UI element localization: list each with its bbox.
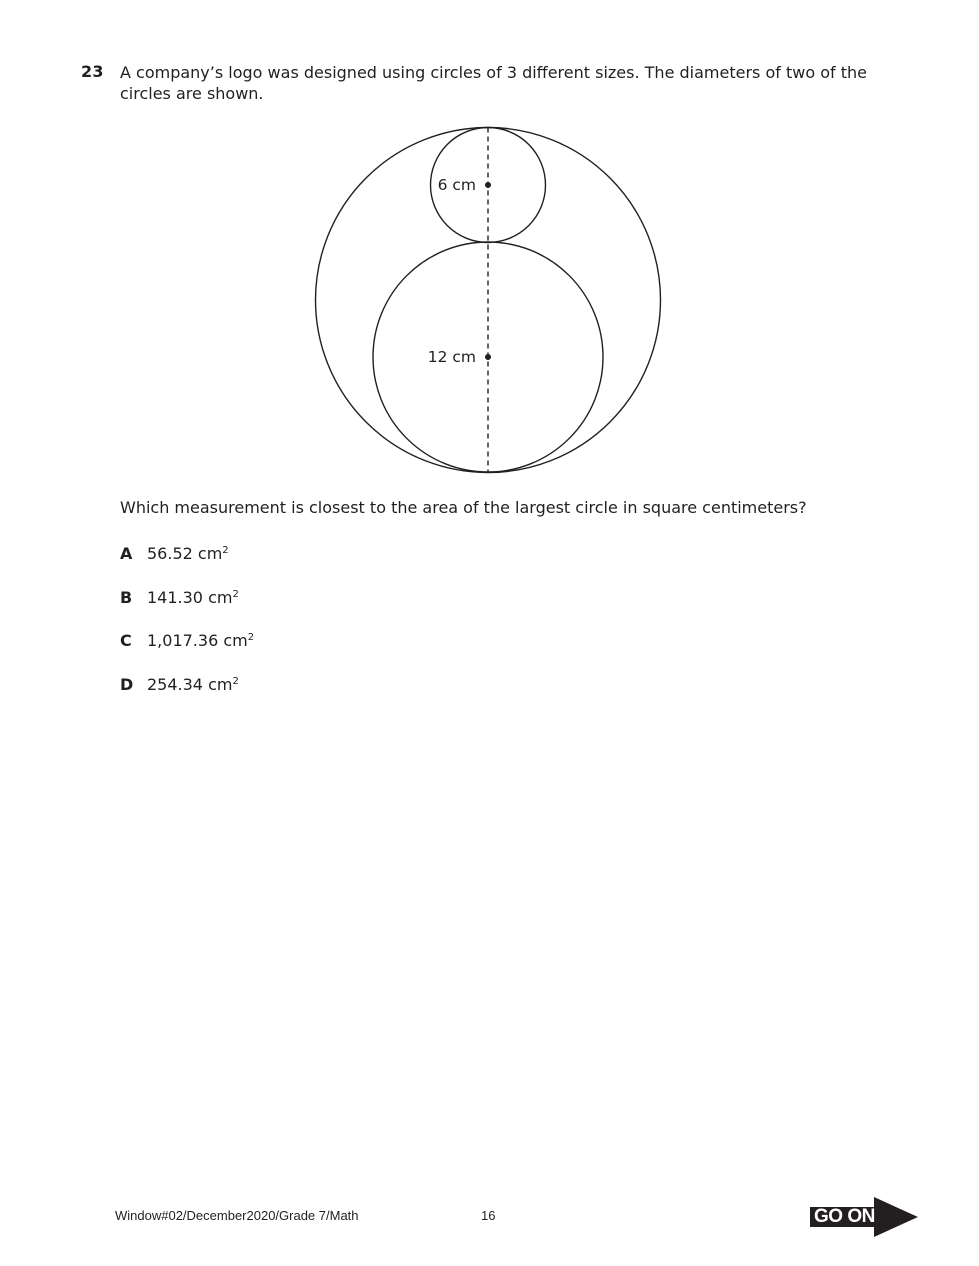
choice-text: 254.34 $cm^2$ (147, 675, 239, 694)
question-number: 23 (81, 62, 104, 81)
choice-text: 56.52 $cm^2$ (147, 544, 229, 563)
choice-text: 141.30 $cm^2$ (147, 588, 239, 607)
page-number: 16 (481, 1208, 496, 1223)
answer-choice-d[interactable] (120, 674, 239, 695)
choice-text: 1,017.36 $cm^2$ (147, 631, 255, 650)
go-on-button[interactable] (810, 1197, 920, 1237)
answer-choice-b[interactable] (120, 587, 239, 608)
answer-choice-a[interactable] (120, 543, 229, 564)
circles-figure (0, 0, 979, 500)
small-circle-diameter-label: 6 cm (437, 176, 476, 194)
question-stem: A company’s logo was designed using circles of 3 different sizes. The diameters of two of the circles are shown. (120, 63, 867, 103)
go-on-label: GO ON (814, 1206, 875, 1227)
question-prompt: Which measurement is closest to the area of the largest circle in square centimeters? (120, 498, 807, 517)
choice-letter: C (120, 631, 132, 650)
footer-source: Window#02/December2020/Grade 7/Math (115, 1208, 359, 1223)
choice-letter: A (120, 544, 133, 563)
answer-choice-c[interactable] (120, 630, 254, 651)
medium-circle-center-dot (485, 354, 491, 360)
arrow-right-icon (874, 1197, 918, 1237)
medium-circle-diameter-label: 12 cm (427, 348, 476, 366)
choice-letter: B (120, 588, 133, 607)
small-circle-center-dot (485, 182, 491, 188)
choice-letter: D (120, 675, 134, 694)
